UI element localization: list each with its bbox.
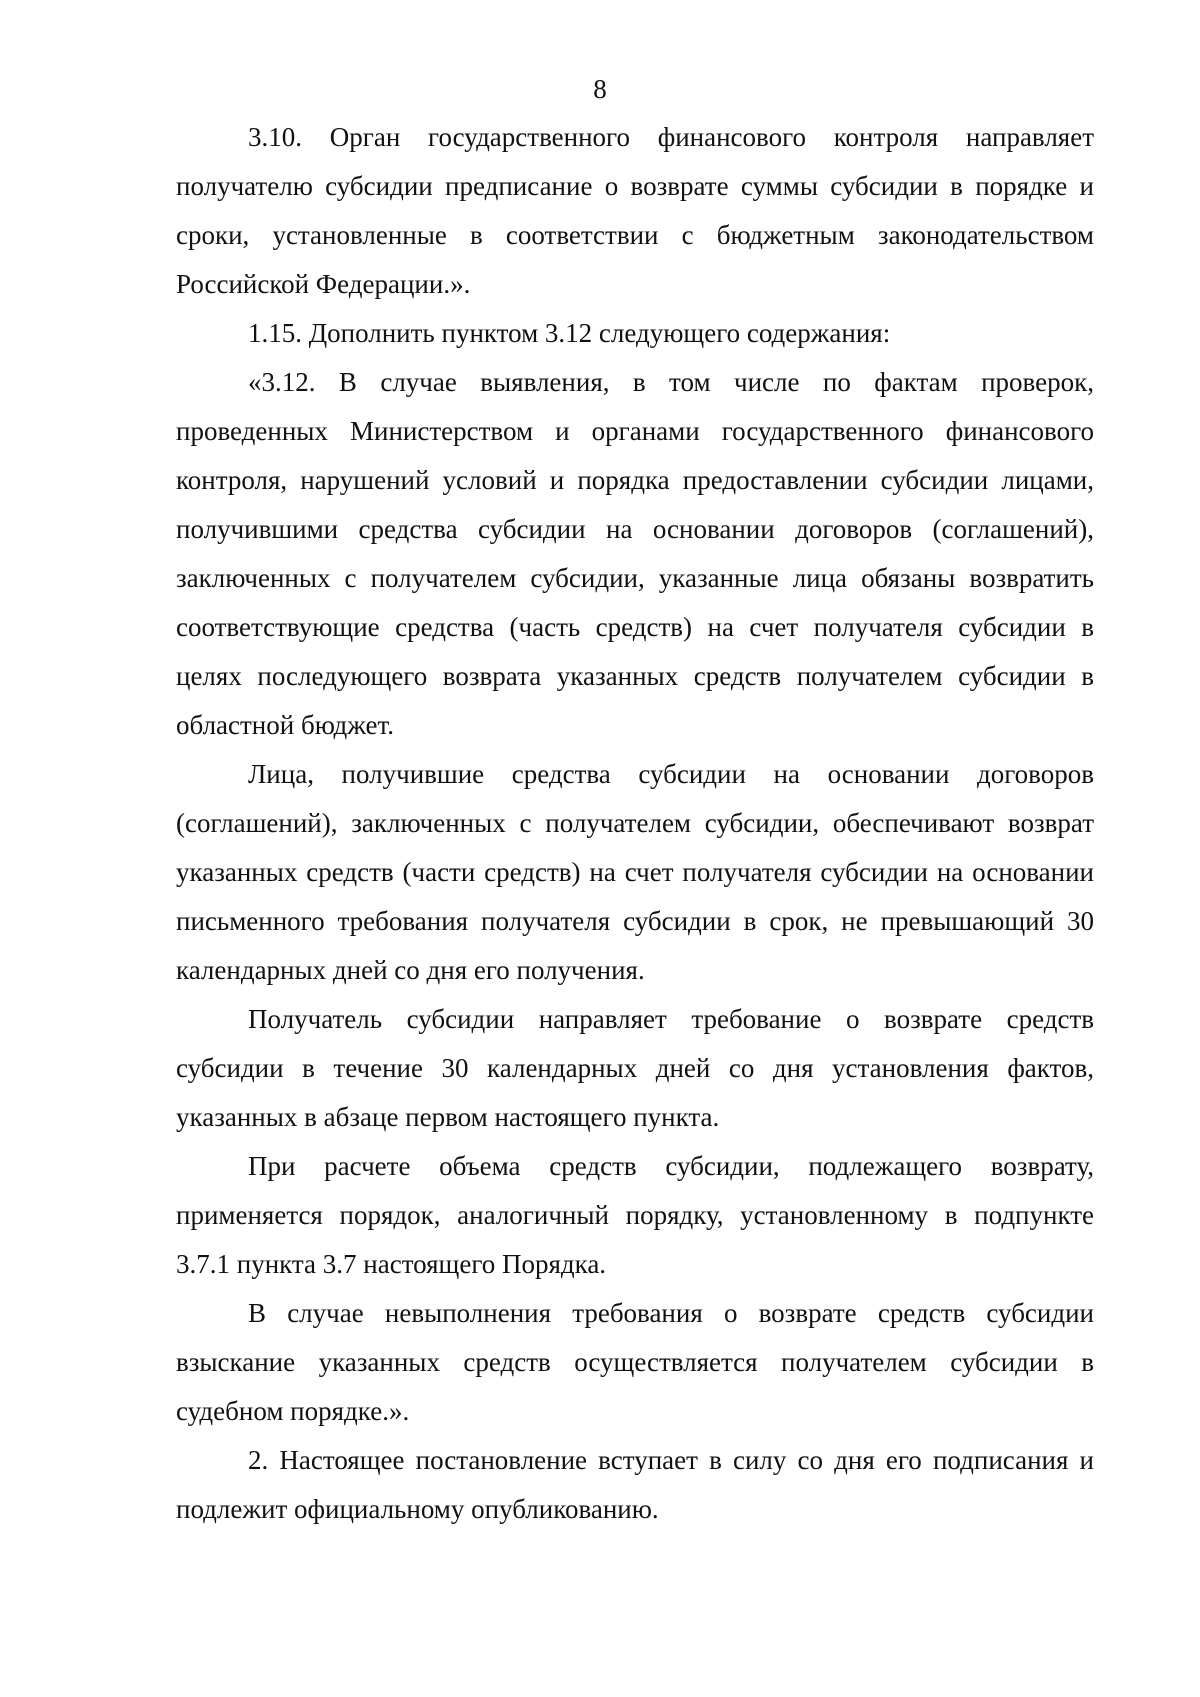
document-body	[176, 113, 1094, 1534]
paragraph-1-15: 1.15. Дополнить пунктом 3.12 следующего содержания:	[248, 318, 891, 348]
page-number: 8	[593, 74, 607, 104]
paragraph-court-recovery: В случае невыполнения требования о возврате средств субсидии взыскание указанных средств осуществляется получателем субсидии в судебном порядке.».	[176, 1298, 1094, 1426]
paragraph-persons-obligations: Лица, получившие средства субсидии на основании договоров (соглашений), заключенных с получателем субсидии, обеспечивают возврат указанных средств (части средств) на счет получателя субсидии на основании письменного требования получателя субсидии в срок, не превышающий 30 календарных дней со дня его получения.	[176, 759, 1094, 985]
paragraph-recipient-demand: Получатель субсидии направляет требование о возврате средств субсидии в течение 30 календарных дней со дня установления фактов, указанных в абзаце первом настоящего пункта.	[176, 1004, 1094, 1132]
paragraph-calculation: При расчете объема средств субсидии, подлежащего возврату, применяется порядок, аналогичный порядку, установленному в подпункте 3.7.1 пункта 3.7 настоящего Порядка.	[176, 1151, 1094, 1279]
paragraph-entry-into-force: 2. Настоящее постановление вступает в силу со дня его подписания и подлежит официальному опубликованию.	[176, 1445, 1094, 1524]
paragraph-3-12: «3.12. В случае выявления, в том числе по фактам проверок, проведенных Министерством и органами государственного финансового контроля, нарушений условий и порядка предоставлении субсидии лицами, получившими средства субсидии на основании договоров (соглашений), заключенных с получателем субсидии, указанные лица обязаны возвратить соответствующие средства (часть средств) на счет получателя субсидии в целях последующего возврата указанных средств получателем субсидии в областной бюджет.	[176, 367, 1094, 740]
paragraph-3-10: 3.10. Орган государственного финансового контроля направляет получателю субсидии предписание о возврате суммы субсидии в порядке и сроки, установленные в соответствии с бюджетным законодательством Российской Федерации.».	[176, 122, 1094, 299]
